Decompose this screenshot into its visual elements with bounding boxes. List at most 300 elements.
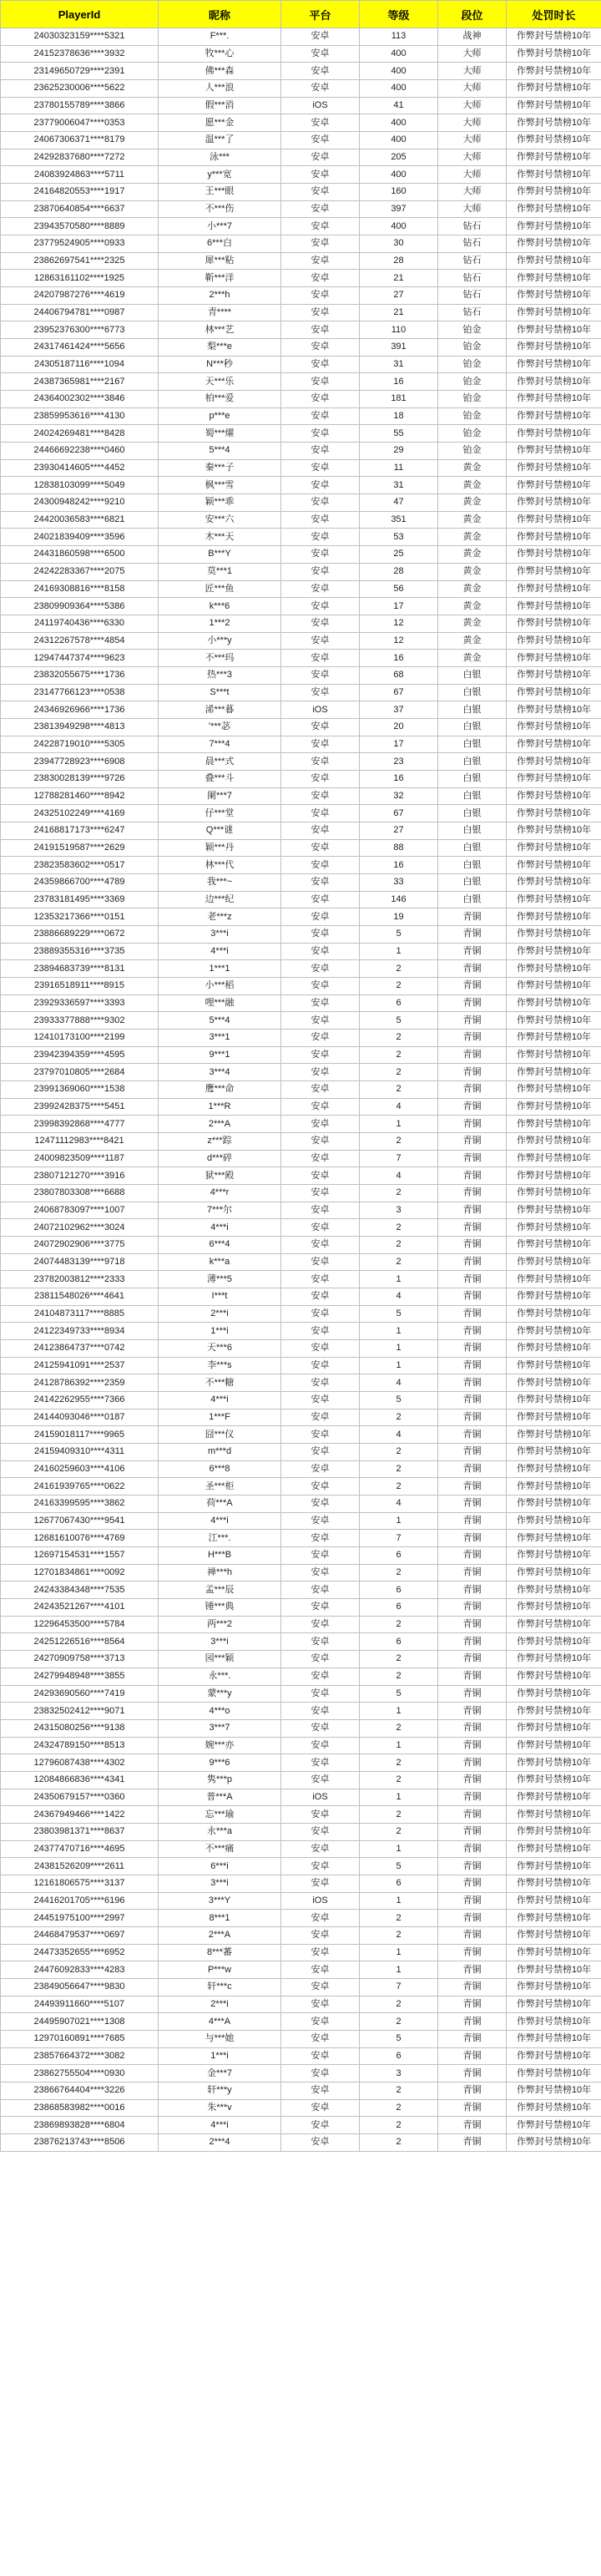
rank-cell: 青铜 [438, 1219, 507, 1237]
table-row [1, 1029, 601, 1046]
table-row [1, 1219, 601, 1237]
platform-cell: iOS [281, 1789, 360, 1806]
platform-cell: 安卓 [281, 200, 360, 218]
platform-cell: 安卓 [281, 960, 360, 978]
rank-cell: 青铜 [438, 2133, 507, 2151]
table-row [1, 1978, 601, 1996]
rank-cell: 青铜 [438, 925, 507, 943]
player-id-cell: 24493911660****5107 [1, 1996, 159, 2013]
player-id-cell: 23625230006****5622 [1, 80, 159, 98]
table-row [1, 114, 601, 132]
rank-cell: 青铜 [438, 1460, 507, 1478]
rank-cell: 青铜 [438, 2013, 507, 2031]
platform-cell: 安卓 [281, 1875, 360, 1892]
level-cell: 351 [360, 511, 438, 529]
rank-cell: 青铜 [438, 1703, 507, 1720]
platform-cell: 安卓 [281, 1116, 360, 1133]
player-id-cell: 12796087438****4302 [1, 1754, 159, 1772]
nickname-cell: 9***1 [159, 1046, 281, 1064]
player-id-cell: 23803981371****8637 [1, 1823, 159, 1840]
player-id-cell: 12681610076****4769 [1, 1530, 159, 1547]
platform-cell: 安卓 [281, 1910, 360, 1927]
player-id-cell: 24315080256****9138 [1, 1719, 159, 1737]
rank-cell: 青铜 [438, 977, 507, 994]
nickname-cell: 阑***7 [159, 787, 281, 805]
level-cell: 146 [360, 891, 438, 908]
penalty-cell: 作弊封号禁榜10年 [507, 960, 601, 978]
table-row [1, 1512, 601, 1530]
table-row [1, 1668, 601, 1685]
player-id-cell: 12947447374****9623 [1, 650, 159, 667]
penalty-cell: 作弊封号禁榜10年 [507, 270, 601, 287]
table-row [1, 1271, 601, 1288]
player-id-cell: 24083924863****5711 [1, 166, 159, 184]
level-cell: 1 [360, 1789, 438, 1806]
table-row [1, 580, 601, 598]
table-row [1, 960, 601, 978]
penalty-cell: 作弊封号禁榜10年 [507, 736, 601, 753]
nickname-cell: 禅***h [159, 1564, 281, 1582]
level-cell: 160 [360, 184, 438, 201]
penalty-cell: 作弊封号禁榜10年 [507, 373, 601, 391]
table-row [1, 873, 601, 891]
penalty-cell: 作弊封号禁榜10年 [507, 529, 601, 546]
level-cell: 205 [360, 149, 438, 166]
rank-cell: 青铜 [438, 2065, 507, 2083]
platform-cell: 安卓 [281, 287, 360, 305]
platform-cell: 安卓 [281, 546, 360, 564]
platform-cell: 安卓 [281, 1374, 360, 1392]
table-row [1, 977, 601, 994]
table-row [1, 1253, 601, 1271]
table-row [1, 425, 601, 443]
penalty-cell: 作弊封号禁榜10年 [507, 1185, 601, 1202]
penalty-cell: 作弊封号禁榜10年 [507, 2047, 601, 2065]
level-cell: 16 [360, 650, 438, 667]
nickname-cell: 3***i [159, 1875, 281, 1892]
rank-cell: 大师 [438, 200, 507, 218]
platform-cell: 安卓 [281, 2099, 360, 2117]
player-id-cell: 24350679157****0360 [1, 1789, 159, 1806]
table-row [1, 184, 601, 201]
rank-cell: 青铜 [438, 1547, 507, 1565]
player-id-cell: 23823583602****0517 [1, 857, 159, 874]
nickname-cell: 3***4 [159, 1064, 281, 1081]
player-id-cell: 23942394359****4595 [1, 1046, 159, 1064]
table-row [1, 1495, 601, 1513]
player-id-cell: 12084866836****4341 [1, 1771, 159, 1789]
player-id-cell: 23862755504****0930 [1, 2065, 159, 2083]
level-cell: 2 [360, 1564, 438, 1582]
rank-cell: 黄金 [438, 511, 507, 529]
level-cell: 2 [360, 1444, 438, 1461]
table-row [1, 1305, 601, 1323]
penalty-cell: 作弊封号禁榜10年 [507, 1409, 601, 1426]
nickname-cell: 囧***仪 [159, 1426, 281, 1444]
penalty-cell: 作弊封号禁榜10年 [507, 114, 601, 132]
table-row [1, 1961, 601, 1979]
rank-cell: 钻石 [438, 218, 507, 235]
penalty-cell: 作弊封号禁榜10年 [507, 425, 601, 443]
table-row [1, 1323, 601, 1340]
rank-cell: 钻石 [438, 270, 507, 287]
platform-cell: 安卓 [281, 2117, 360, 2134]
rank-cell: 黄金 [438, 632, 507, 650]
platform-cell: 安卓 [281, 650, 360, 667]
table-row [1, 80, 601, 98]
platform-cell: 安卓 [281, 2030, 360, 2047]
nickname-cell: 林***代 [159, 857, 281, 874]
platform-cell: 安卓 [281, 1719, 360, 1737]
nickname-cell: d***碎 [159, 1150, 281, 1167]
player-id-cell: 12353217366****0151 [1, 908, 159, 926]
level-cell: 1 [360, 1840, 438, 1858]
player-id-cell: 23894683739****8131 [1, 960, 159, 978]
penalty-cell: 作弊封号禁榜10年 [507, 2065, 601, 2083]
header-player-id: PlayerId [1, 1, 159, 28]
level-cell: 7 [360, 1530, 438, 1547]
platform-cell: 安卓 [281, 1547, 360, 1565]
rank-cell: 大师 [438, 132, 507, 149]
penalty-cell: 作弊封号禁榜10年 [507, 235, 601, 253]
nickname-cell: 小***y [159, 632, 281, 650]
rank-cell: 青铜 [438, 1651, 507, 1668]
nickname-cell: H***B [159, 1547, 281, 1565]
penalty-cell: 作弊封号禁榜10年 [507, 666, 601, 684]
penalty-cell: 作弊封号禁榜10年 [507, 287, 601, 305]
table-header [1, 1, 601, 28]
platform-cell: 安卓 [281, 994, 360, 1012]
platform-cell: 安卓 [281, 1202, 360, 1219]
platform-cell: 安卓 [281, 787, 360, 805]
penalty-cell: 作弊封号禁榜10年 [507, 1426, 601, 1444]
platform-cell: 安卓 [281, 2133, 360, 2151]
table-row [1, 891, 601, 908]
penalty-cell: 作弊封号禁榜10年 [507, 805, 601, 822]
rank-cell: 黄金 [438, 546, 507, 564]
platform-cell: 安卓 [281, 1926, 360, 1944]
penalty-cell: 作弊封号禁榜10年 [507, 511, 601, 529]
penalty-cell: 作弊封号禁榜10年 [507, 1081, 601, 1098]
platform-cell: 安卓 [281, 1253, 360, 1271]
level-cell: 33 [360, 873, 438, 891]
rank-cell: 钻石 [438, 235, 507, 253]
rank-cell: 青铜 [438, 908, 507, 926]
platform-cell: 安卓 [281, 1685, 360, 1703]
player-id-cell: 24431860598****6500 [1, 546, 159, 564]
penalty-cell: 作弊封号禁榜10年 [507, 1530, 601, 1547]
player-id-cell: 12970160891****7685 [1, 2030, 159, 2047]
rank-cell: 铂金 [438, 407, 507, 425]
platform-cell: iOS [281, 701, 360, 719]
penalty-cell: 作弊封号禁榜10年 [507, 97, 601, 114]
table-row [1, 1858, 601, 1875]
penalty-cell: 作弊封号禁榜10年 [507, 857, 601, 874]
table-row [1, 373, 601, 391]
level-cell: 2 [360, 1460, 438, 1478]
table-row [1, 2133, 601, 2151]
platform-cell: 安卓 [281, 1582, 360, 1599]
rank-cell: 大师 [438, 184, 507, 201]
penalty-cell: 作弊封号禁榜10年 [507, 1202, 601, 1219]
platform-cell: 安卓 [281, 977, 360, 994]
rank-cell: 青铜 [438, 1996, 507, 2013]
nickname-cell: 朱***v [159, 2099, 281, 2117]
rank-cell: 青铜 [438, 1426, 507, 1444]
player-id-cell: 12697154531****1557 [1, 1547, 159, 1565]
table-row [1, 407, 601, 425]
nickname-cell: P***w [159, 1961, 281, 1979]
rank-cell: 黄金 [438, 494, 507, 512]
level-cell: 32 [360, 787, 438, 805]
rank-cell: 铂金 [438, 391, 507, 408]
level-cell: 16 [360, 770, 438, 787]
penalty-cell: 作弊封号禁榜10年 [507, 1633, 601, 1651]
player-id-cell: 24251226516****8564 [1, 1633, 159, 1651]
penalty-cell: 作弊封号禁榜10年 [507, 943, 601, 960]
level-cell: 37 [360, 701, 438, 719]
platform-cell: 安卓 [281, 529, 360, 546]
nickname-cell: 两***2 [159, 1616, 281, 1633]
player-id-cell: 24495907021****1308 [1, 2013, 159, 2031]
platform-cell: 安卓 [281, 511, 360, 529]
table-row [1, 1789, 601, 1806]
level-cell: 17 [360, 736, 438, 753]
player-id-cell: 24406794781****0987 [1, 304, 159, 321]
platform-cell: 安卓 [281, 1806, 360, 1824]
rank-cell: 青铜 [438, 1961, 507, 1979]
penalty-cell: 作弊封号禁榜10年 [507, 1237, 601, 1254]
platform-cell: 安卓 [281, 1046, 360, 1064]
rank-cell: 黄金 [438, 477, 507, 494]
level-cell: 2 [360, 1996, 438, 2013]
platform-cell: 安卓 [281, 149, 360, 166]
platform-cell: 安卓 [281, 477, 360, 494]
level-cell: 2 [360, 2133, 438, 2151]
table-row [1, 753, 601, 771]
penalty-cell: 作弊封号禁榜10年 [507, 1875, 601, 1892]
nickname-cell: 轩***c [159, 1978, 281, 1996]
rank-cell: 铂金 [438, 339, 507, 357]
player-id-cell: 24207987276****4619 [1, 287, 159, 305]
platform-cell: 安卓 [281, 45, 360, 63]
table-row [1, 166, 601, 184]
rank-cell: 青铜 [438, 1599, 507, 1617]
level-cell: 400 [360, 114, 438, 132]
penalty-cell: 作弊封号禁榜10年 [507, 1460, 601, 1478]
table-row [1, 2117, 601, 2134]
platform-cell: 安卓 [281, 1858, 360, 1875]
level-cell: 2 [360, 2013, 438, 2031]
nickname-cell: 狱***殿 [159, 1167, 281, 1185]
table-row [1, 1530, 601, 1547]
nickname-cell: 2***i [159, 1305, 281, 1323]
nickname-cell: 秦***子 [159, 459, 281, 477]
rank-cell: 白银 [438, 770, 507, 787]
penalty-cell: 作弊封号禁榜10年 [507, 1305, 601, 1323]
player-id-cell: 24021839409****3596 [1, 529, 159, 546]
table-row [1, 1996, 601, 2013]
penalty-cell: 作弊封号禁榜10年 [507, 1167, 601, 1185]
player-id-cell: 23149650729****2391 [1, 63, 159, 80]
level-cell: 110 [360, 321, 438, 339]
nickname-cell: 1***1 [159, 960, 281, 978]
level-cell: 400 [360, 45, 438, 63]
player-id-cell: 23930414605****4452 [1, 459, 159, 477]
level-cell: 6 [360, 1582, 438, 1599]
player-id-cell: 24144093046****0187 [1, 1409, 159, 1426]
player-id-cell: 24387365981****2167 [1, 373, 159, 391]
player-id-cell: 23868583982****0016 [1, 2099, 159, 2117]
rank-cell: 白银 [438, 822, 507, 839]
rank-cell: 青铜 [438, 1495, 507, 1513]
penalty-cell: 作弊封号禁榜10年 [507, 1392, 601, 1409]
player-id-cell: 24300948242****9210 [1, 494, 159, 512]
player-id-cell: 23947728923****6908 [1, 753, 159, 771]
rank-cell: 青铜 [438, 960, 507, 978]
player-id-cell: 24159409310****4311 [1, 1444, 159, 1461]
rank-cell: 大师 [438, 149, 507, 166]
penalty-cell: 作弊封号禁榜10年 [507, 701, 601, 719]
rank-cell: 大师 [438, 114, 507, 132]
penalty-cell: 作弊封号禁榜10年 [507, 1478, 601, 1495]
rank-cell: 青铜 [438, 1685, 507, 1703]
table-row [1, 1719, 601, 1737]
rank-cell: 白银 [438, 736, 507, 753]
player-id-cell: 24381526209****2611 [1, 1858, 159, 1875]
level-cell: 4 [360, 1426, 438, 1444]
header-penalty: 处罚时长 [507, 1, 601, 28]
table-row [1, 1202, 601, 1219]
level-cell: 6 [360, 1547, 438, 1565]
rank-cell: 青铜 [438, 2047, 507, 2065]
rank-cell: 青铜 [438, 1582, 507, 1599]
level-cell: 2 [360, 1771, 438, 1789]
nickname-cell: 锤***典 [159, 1599, 281, 1617]
nickname-cell: 金***7 [159, 2065, 281, 2083]
rank-cell: 铂金 [438, 425, 507, 443]
nickname-cell: 7***4 [159, 736, 281, 753]
penalty-cell: 作弊封号禁榜10年 [507, 1703, 601, 1720]
platform-cell: 安卓 [281, 1823, 360, 1840]
level-cell: 6 [360, 1633, 438, 1651]
table-row [1, 477, 601, 494]
table-row [1, 2047, 601, 2065]
player-id-cell: 24067306371****8179 [1, 132, 159, 149]
level-cell: 56 [360, 580, 438, 598]
platform-cell: 安卓 [281, 166, 360, 184]
rank-cell: 青铜 [438, 1098, 507, 1116]
penalty-cell: 作弊封号禁榜10年 [507, 1599, 601, 1617]
nickname-cell: 青**** [159, 304, 281, 321]
player-id-cell: 24142262955****7366 [1, 1392, 159, 1409]
level-cell: 2 [360, 1064, 438, 1081]
player-id-cell: 24292837680****7272 [1, 149, 159, 166]
player-id-cell: 23797010805****2684 [1, 1064, 159, 1081]
platform-cell: 安卓 [281, 1133, 360, 1151]
penalty-cell: 作弊封号禁榜10年 [507, 1668, 601, 1685]
level-cell: 27 [360, 822, 438, 839]
penalty-cell: 作弊封号禁榜10年 [507, 1495, 601, 1513]
nickname-cell: 莫***1 [159, 563, 281, 580]
player-id-cell: 24364002302****3846 [1, 391, 159, 408]
penalty-cell: 作弊封号禁榜10年 [507, 218, 601, 235]
nickname-cell: 6***白 [159, 235, 281, 253]
player-id-cell: 23933377888****9302 [1, 1012, 159, 1030]
player-id-cell: 12296453500****5784 [1, 1616, 159, 1633]
platform-cell: 安卓 [281, 632, 360, 650]
penalty-cell: 作弊封号禁榜10年 [507, 1340, 601, 1358]
rank-cell: 青铜 [438, 1133, 507, 1151]
player-id-cell: 24123864737****0742 [1, 1340, 159, 1358]
nickname-cell: 蜀***燿 [159, 425, 281, 443]
platform-cell: 安卓 [281, 718, 360, 736]
level-cell: 31 [360, 356, 438, 373]
nickname-cell: 8***1 [159, 1910, 281, 1927]
nickname-cell: 梨***e [159, 339, 281, 357]
penalty-cell: 作弊封号禁榜10年 [507, 925, 601, 943]
table-row [1, 1616, 601, 1633]
nickname-cell: 5***4 [159, 443, 281, 460]
penalty-cell: 作弊封号禁榜10年 [507, 2117, 601, 2134]
player-id-cell: 24325102249****4169 [1, 805, 159, 822]
nickname-cell: 1***2 [159, 615, 281, 632]
rank-cell: 青铜 [438, 1167, 507, 1185]
penalty-cell: 作弊封号禁榜10年 [507, 1944, 601, 1961]
nickname-cell: 天***乐 [159, 373, 281, 391]
table-row [1, 857, 601, 874]
nickname-cell: 牧***心 [159, 45, 281, 63]
player-id-cell: 23943570580****8889 [1, 218, 159, 235]
level-cell: 1 [360, 1357, 438, 1374]
level-cell: 3 [360, 2065, 438, 2083]
player-id-cell: 23830028139****9726 [1, 770, 159, 787]
nickname-cell: 愿***金 [159, 114, 281, 132]
table-row [1, 63, 601, 80]
rank-cell: 青铜 [438, 2099, 507, 2117]
penalty-cell: 作弊封号禁榜10年 [507, 1840, 601, 1858]
level-cell: 18 [360, 407, 438, 425]
table-row [1, 356, 601, 373]
player-id-cell: 24164820553****1917 [1, 184, 159, 201]
nickname-cell: 2***A [159, 1926, 281, 1944]
table-body [1, 28, 601, 2152]
penalty-cell: 作弊封号禁榜10年 [507, 1858, 601, 1875]
table-row [1, 235, 601, 253]
level-cell: 21 [360, 304, 438, 321]
table-row [1, 529, 601, 546]
platform-cell: 安卓 [281, 2047, 360, 2065]
platform-cell: 安卓 [281, 1081, 360, 1098]
penalty-cell: 作弊封号禁榜10年 [507, 321, 601, 339]
level-cell: 2 [360, 1409, 438, 1426]
nickname-cell: 4***i [159, 1392, 281, 1409]
platform-cell: 安卓 [281, 2013, 360, 2031]
platform-cell: 安卓 [281, 1961, 360, 1979]
rank-cell: 青铜 [438, 1392, 507, 1409]
rank-cell: 青铜 [438, 1305, 507, 1323]
penalty-cell: 作弊封号禁榜10年 [507, 1547, 601, 1565]
penalty-cell: 作弊封号禁榜10年 [507, 1582, 601, 1599]
level-cell: 4 [360, 1167, 438, 1185]
level-cell: 1 [360, 1944, 438, 1961]
table-row [1, 1892, 601, 1910]
platform-cell: 安卓 [281, 1185, 360, 1202]
player-id-cell: 23862697541****2325 [1, 252, 159, 270]
level-cell: 5 [360, 1305, 438, 1323]
penalty-cell: 作弊封号禁榜10年 [507, 459, 601, 477]
platform-cell: 安卓 [281, 2065, 360, 2083]
